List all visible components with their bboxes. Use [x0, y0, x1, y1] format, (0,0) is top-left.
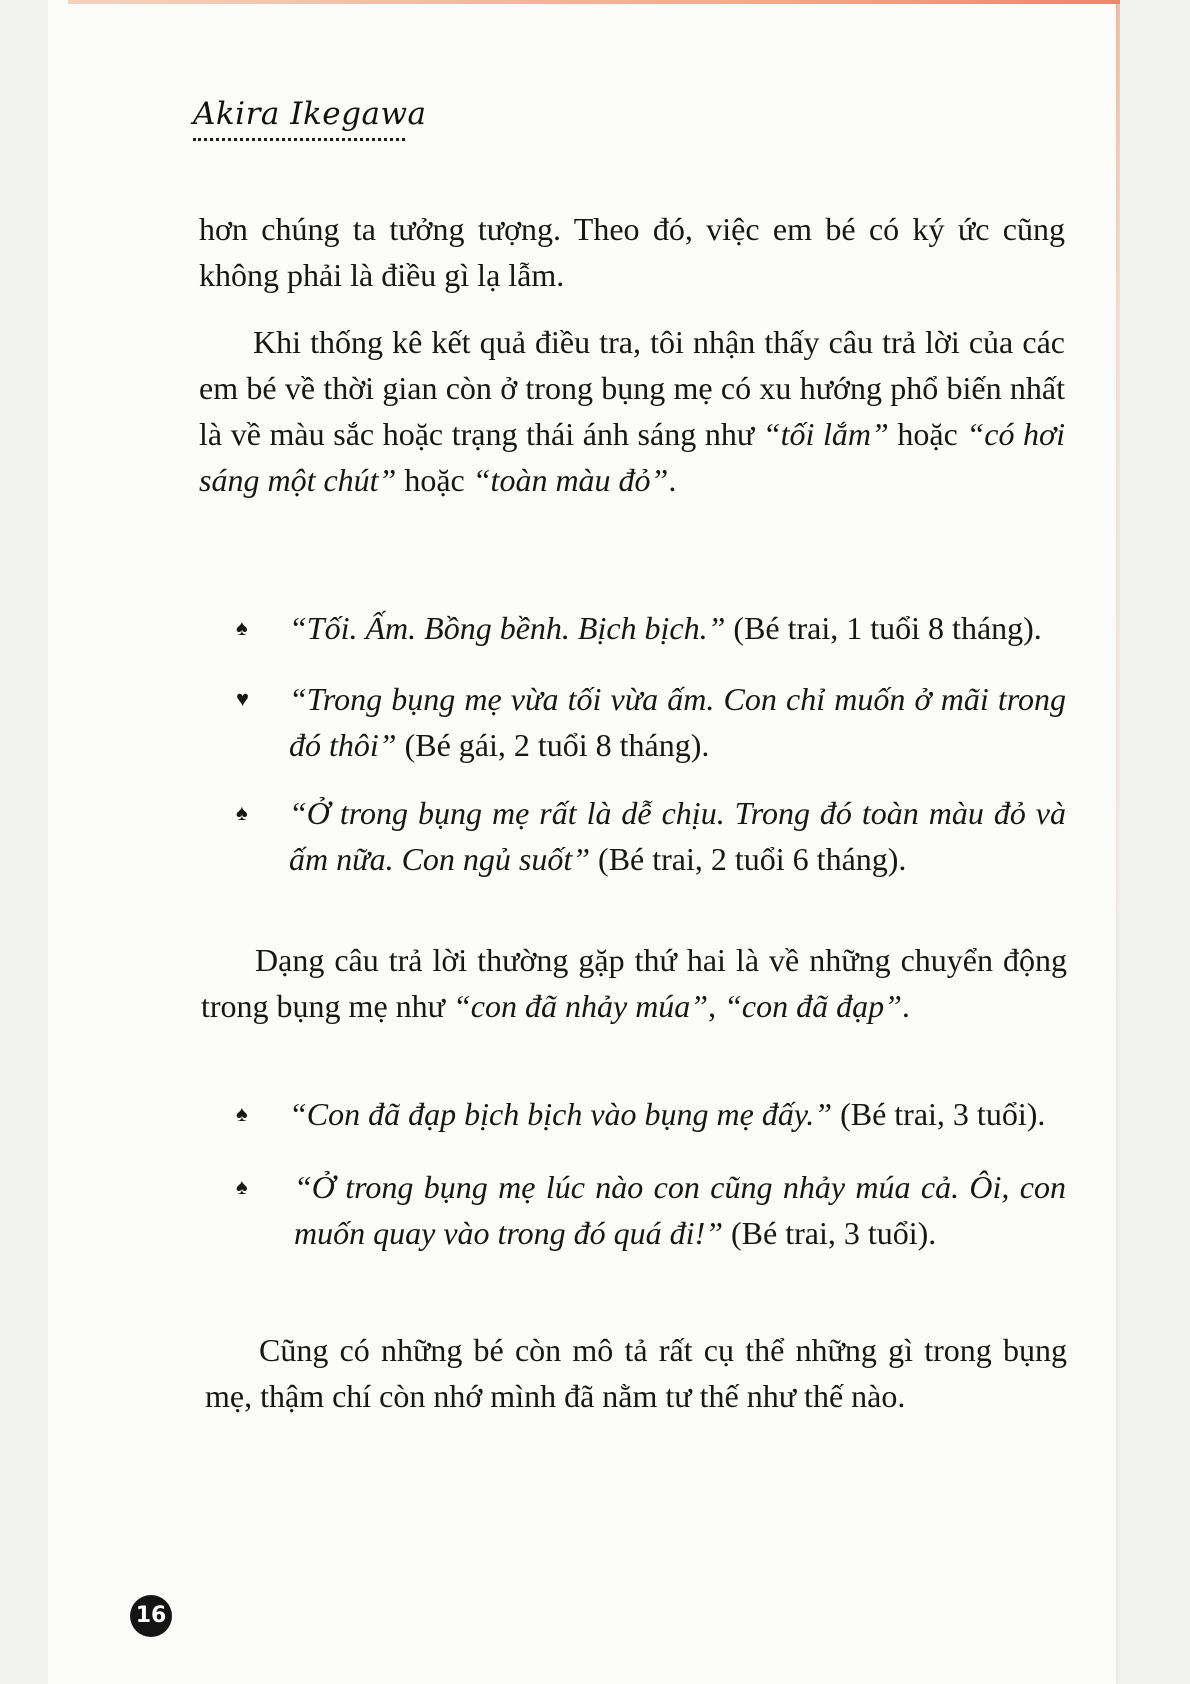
header-dotted-rule	[193, 138, 405, 141]
paragraph-3-text: Dạng câu trả lời thường gặp thứ hai là về những chuyển động trong bụng mẹ như	[201, 942, 1067, 1024]
bullet-quote: “Ở trong bụng mẹ lúc nào con cũng nhảy múa cả. Ôi, con muốn quay vào trong đó quá đi!”	[294, 1169, 1066, 1251]
page-right-edge	[1116, 0, 1120, 1684]
bullet-source: (Bé gái, 2 tuổi 8 tháng).	[396, 727, 710, 763]
paragraph-2	[199, 319, 1065, 503]
spade-icon: ♠	[236, 1101, 248, 1126]
paragraph-2-text: Khi thống kê kết quả điều tra, tôi nhận thấy câu trả lời của các em bé về thời gian còn ở trong bụng mẹ có xu hướng phổ biến nhất là về màu sắc hoặc trạng thái ánh sáng như	[199, 324, 1065, 452]
bullet-source: (Bé trai, 1 tuổi 8 tháng).	[725, 610, 1042, 646]
paragraph-3	[201, 937, 1067, 1029]
paragraph-4: Cũng có những bé còn mô tả rất cụ thể những gì trong bụng mẹ, thậm chí còn nhớ mình đã nằm tư thế như thế nào.	[205, 1332, 1067, 1414]
period-text: .	[668, 462, 677, 498]
bullet-body	[289, 1091, 1066, 1137]
quote-dark: “tối lắm”	[762, 416, 889, 452]
bullet-body	[294, 1164, 1066, 1256]
bullet-quote: “Con đã đạp bịch bịch vào bụng mẹ đấy.”	[289, 1096, 833, 1132]
bullet-item	[236, 605, 1066, 651]
quote-all-red: “toàn màu đỏ”	[472, 462, 669, 498]
bullet-body	[289, 676, 1066, 768]
spade-icon: ♠	[236, 1174, 248, 1199]
connector-text: hoặc	[396, 462, 473, 498]
page-number-badge: 16	[130, 1595, 172, 1637]
heart-icon: ♥	[236, 686, 250, 711]
connector-text: hoặc	[888, 416, 967, 452]
bullet-quote: “Tối. Ấm. Bồng bềnh. Bịch bịch.”	[289, 610, 726, 646]
spade-icon: ♠	[236, 800, 248, 825]
bullet-quote: “Trong bụng mẹ vừa tối vừa ấm. Con chỉ muốn ở mãi trong đó thôi”	[289, 681, 1066, 763]
running-header	[193, 96, 427, 141]
quote-kicked: “con đã đạp”	[724, 988, 902, 1024]
bullet-item	[236, 790, 1066, 882]
connector-text: ,	[708, 988, 725, 1024]
bullet-source: (Bé trai, 3 tuổi).	[723, 1215, 937, 1251]
bullet-source: (Bé trai, 3 tuổi).	[832, 1096, 1046, 1132]
paragraph-1: hơn chúng ta tưởng tượng. Theo đó, việc em bé có ký ức cũng không phải là điều gì lạ lẫm.	[199, 211, 1065, 293]
period-text: .	[901, 988, 910, 1024]
bullet-source: (Bé trai, 2 tuổi 6 tháng).	[590, 841, 907, 877]
author-name: Akira Ikegawa	[193, 96, 427, 132]
bullet-body	[289, 790, 1066, 882]
spade-icon: ♠	[236, 615, 248, 640]
bullet-quote: “Ở trong bụng mẹ rất là dễ chịu. Trong đó toàn màu đỏ và ấm nữa. Con ngủ suốt”	[289, 795, 1066, 877]
bullet-item	[236, 1164, 1066, 1256]
page-top-edge	[68, 0, 1120, 4]
quote-danced: “con đã nhảy múa”	[452, 988, 709, 1024]
bullet-item	[236, 1091, 1066, 1137]
quote-slightly-bright: “có hơi sáng một chút”	[199, 416, 1066, 498]
bullet-item	[236, 676, 1066, 768]
bullet-body	[289, 605, 1066, 651]
